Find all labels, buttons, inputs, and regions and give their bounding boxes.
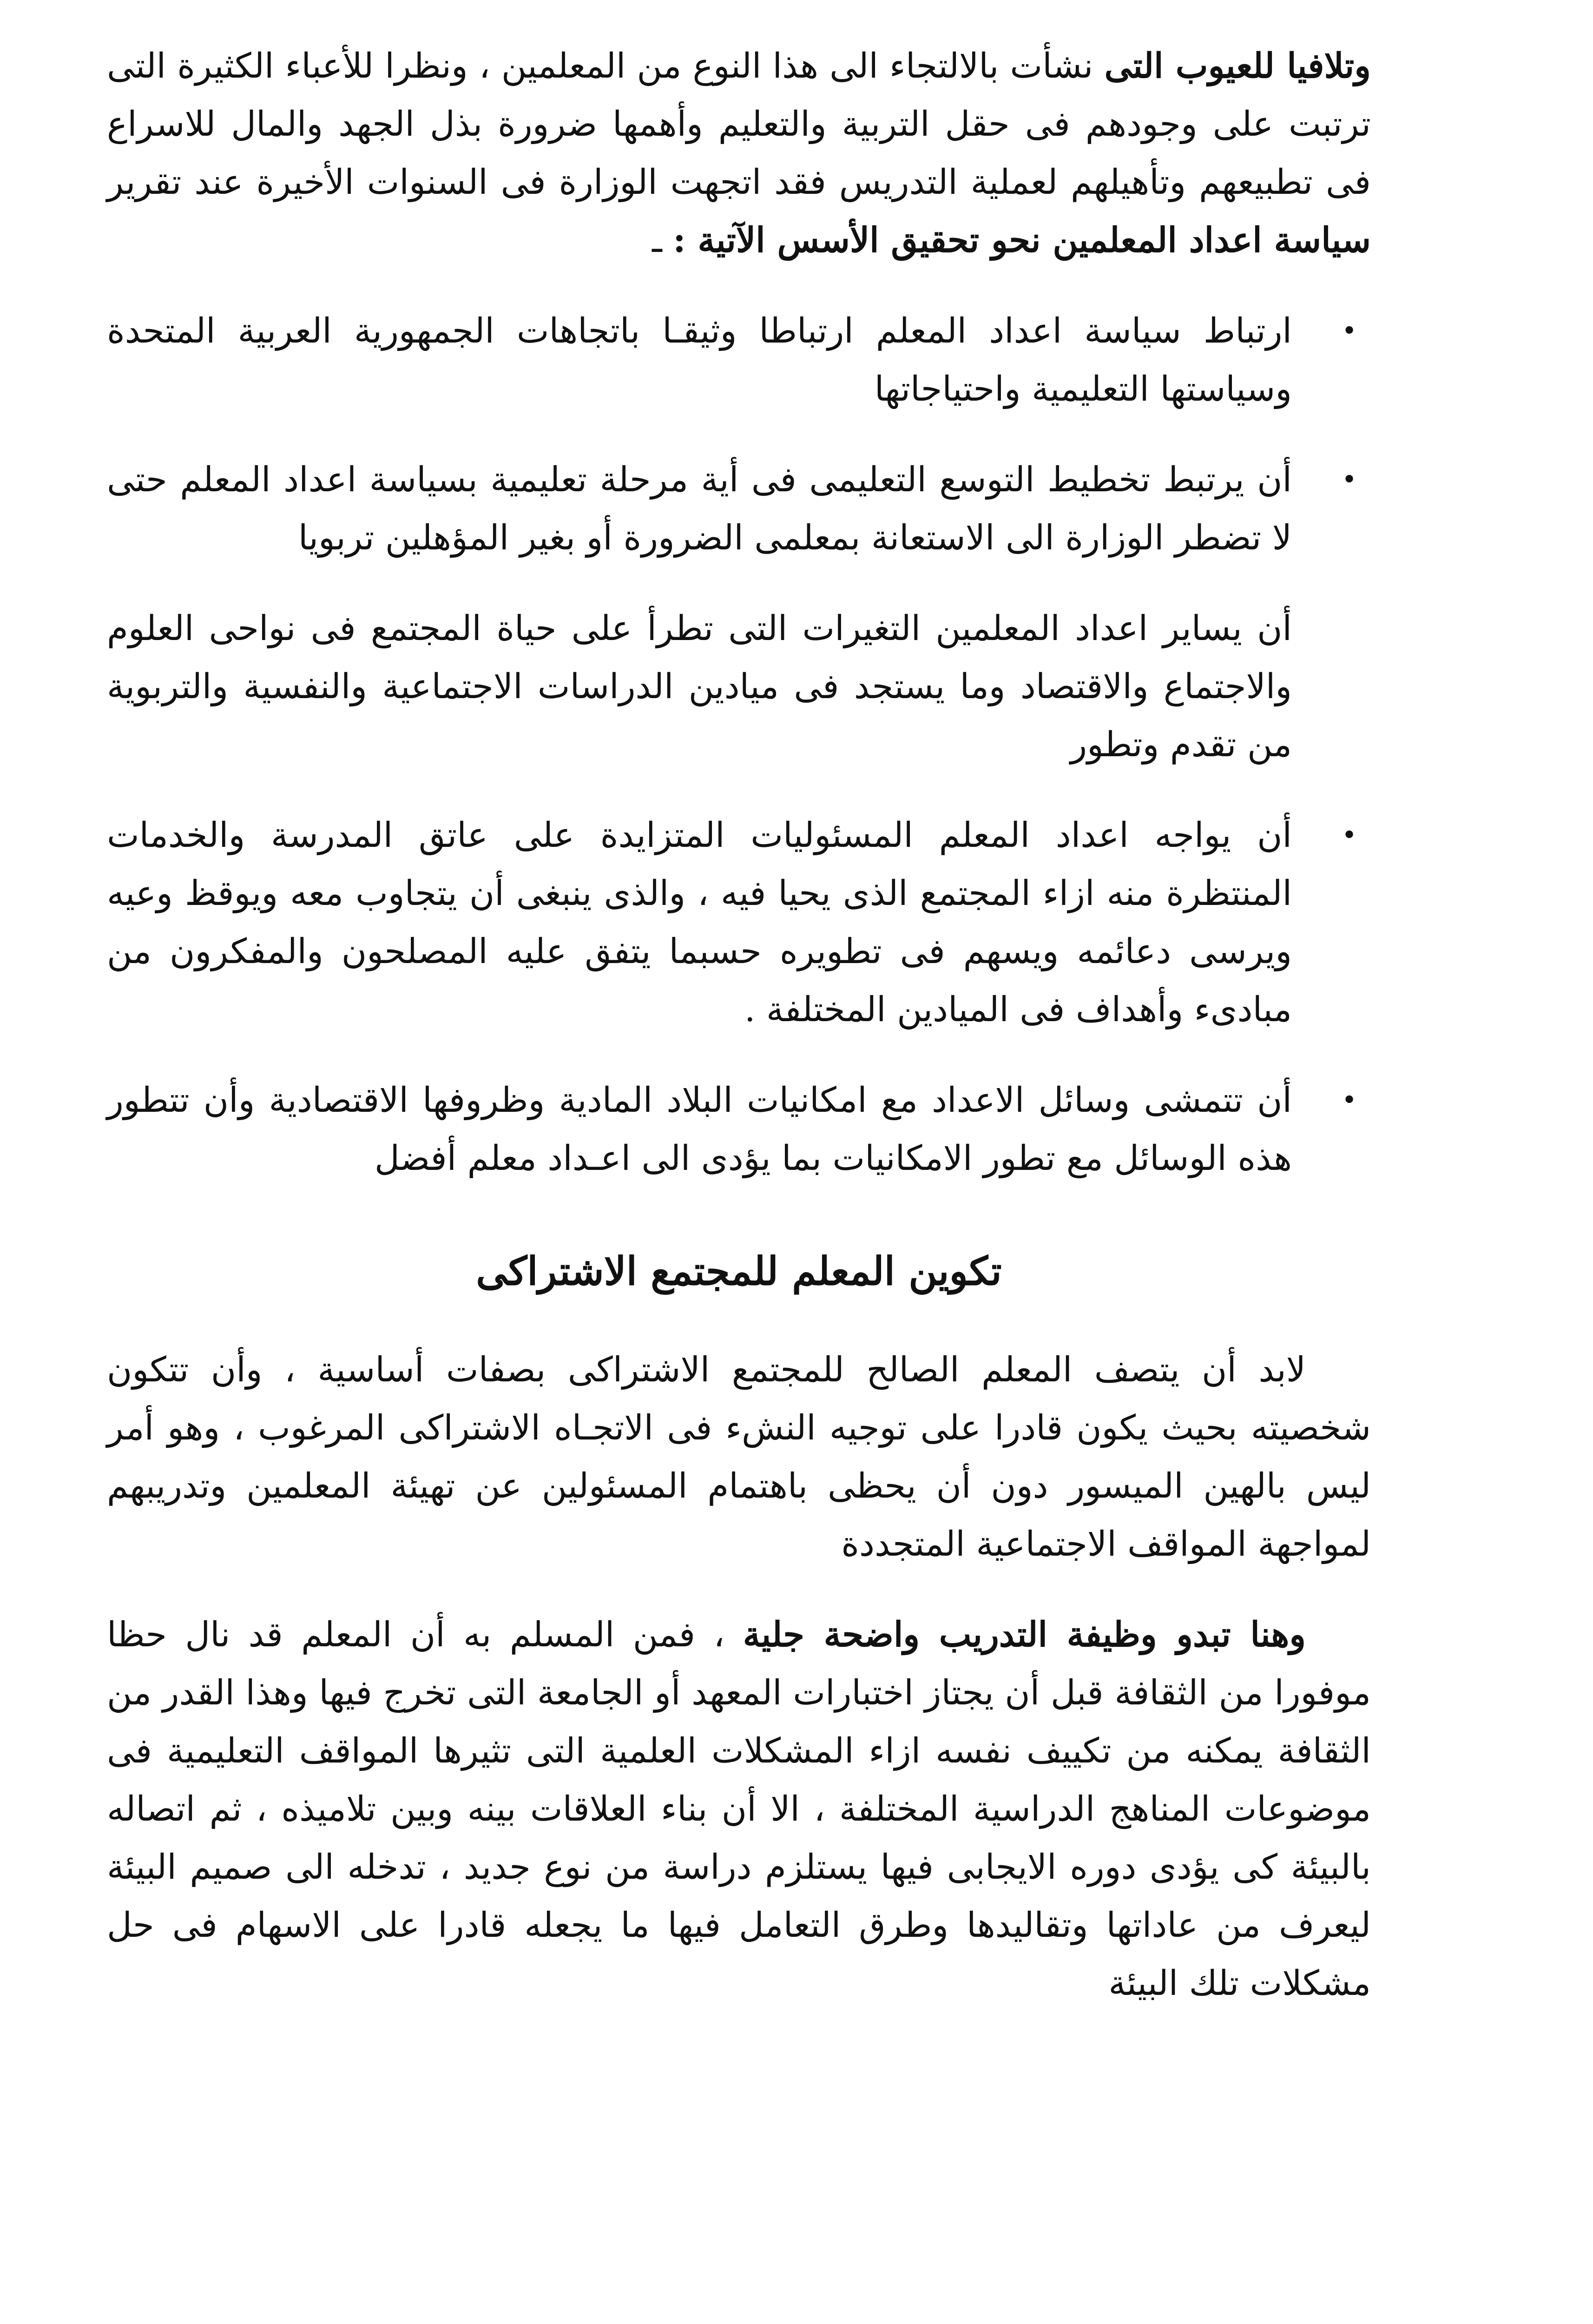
list-item-text: أن تتمشى وسائل الاعداد مع امكانيات البلاد المادية وظروفها الاقتصادية وأن تتطور هذه الوسائل مع تطور الامكانيات بما يؤدى الى اعـداد معلم أفضل <box>107 1080 1292 1178</box>
list-item-text: أن يرتبط تخطيط التوسع التعليمى فى أية مرحلة تعليمية بسياسة اعداد المعلم حتى لا تضطر الوزارة الى الاستعانة بمعلمى الضرورة أو بغير المؤهلين تربويا <box>107 460 1292 558</box>
list-item-text: أن يواجه اعداد المعلم المسئوليات المتزايدة على عاتق المدرسة والخدمات المنتظرة منه ازاء المجتمع الذى يحيا فيه ، والذى ينبغى أن يتجاوب معه ويوقظ وعيه ويرسى دعائمه ويسهم فى تطويره حسبما يتفق عليه المصلحون والمفكرون من مبادىء وأهداف فى الميادين المختلفة . <box>107 815 1292 1030</box>
section-heading: تكوين المعلم للمجتمع الاشتراكى <box>476 1248 1002 1294</box>
list-item <box>107 451 1371 567</box>
intro-lead-bold: وتلافيا للعيوب التى <box>1104 46 1371 86</box>
principles-list <box>107 302 1371 1188</box>
training-text: ، فمن المسلم به أن المعلم قد نال حظا موفورا من الثقافة قبل أن يجتاز اختبارات المعهد أو الجامعة التى تخرج فيها وهذا القدر من الثقافة يمكنه من تكييف نفسه ازاء المشكلات العلمية التى تثيرها المواقف التعليمية فى موضوعات المناهج الدراسية المختلفة ، الا أن بناء العلاقات بينه وبين تلاميذه ، ثم اتصاله بالبيئة كى يؤدى دوره الايجابى فيها يستلزم دراسة من نوع جديد ، تدخله الى صميم البيئة ليعرف من عاداتها وتقاليدها وطرق التعامل فيها ما يجعله قادرا على الاسهام فى حل مشكلات تلك البيئة <box>107 1615 1371 2003</box>
list-item <box>107 600 1371 774</box>
intro-policy-bold: سياسة اعداد المعلمين نحو تحقيق الأسس الآتية : <box>673 220 1371 260</box>
document-page <box>107 37 1371 2324</box>
training-lead-bold: وهنا تبدو وظيفة التدريب واضحة جلية <box>743 1615 1306 1655</box>
section-paragraph-1: لابد أن يتصف المعلم الصالح للمجتمع الاشتراكى بصفات أساسية ، وأن تتكون شخصيته بحيث يكون قادرا على توجيه النشء فى الاتجـاه الاشتراكى المرغوب ، وهو أمر ليس بالهين الميسور دون أن يحظى باهتمام المسئولين عن تهيئة المعلمين وتدريبهم لمواجهة المواقف الاجتماعية المتجددة <box>107 1350 1371 1564</box>
section-paragraph-2 <box>107 1606 1371 2013</box>
list-item <box>107 806 1371 1039</box>
intro-paragraph <box>107 37 1371 270</box>
intro-dash: ـ <box>652 220 673 260</box>
bullet-dot-icon: • <box>1341 316 1357 346</box>
bullet-dot-icon: • <box>1341 820 1357 851</box>
intro-text: نشأت بالالتجاء الى هذا النوع من المعلمين ، ونظرا للأعباء الكثيرة التى ترتبت على وجودهم فى حقل التربية والتعليم وأهمها ضرورة بذل الجهد والمال للاسراع فى تطبيعهم وتأهيلهم لعملية التدريس فقد اتجهت الوزارة فى السنوات الأخيرة عند تقرير <box>107 46 1371 202</box>
list-item-text: ارتباط سياسة اعداد المعلم ارتباطا وثيقـا باتجاهات الجمهورية العربية المتحدة وسياستها التعليمية واحتياجاتها <box>107 311 1292 409</box>
list-item <box>107 302 1371 418</box>
bullet-dot-icon: • <box>1341 1085 1357 1116</box>
bullet-dot-icon: • <box>1341 465 1357 495</box>
list-item <box>107 1071 1371 1188</box>
list-item-text: أن يساير اعداد المعلمين التغيرات التى تطرأ على حياة المجتمع فى نواحى العلوم والاجتماع والاقتصاد وما يستجد فى ميادين الدراسات الاجتماعية والنفسية والتربوية من تقدم وتطور <box>107 608 1292 765</box>
